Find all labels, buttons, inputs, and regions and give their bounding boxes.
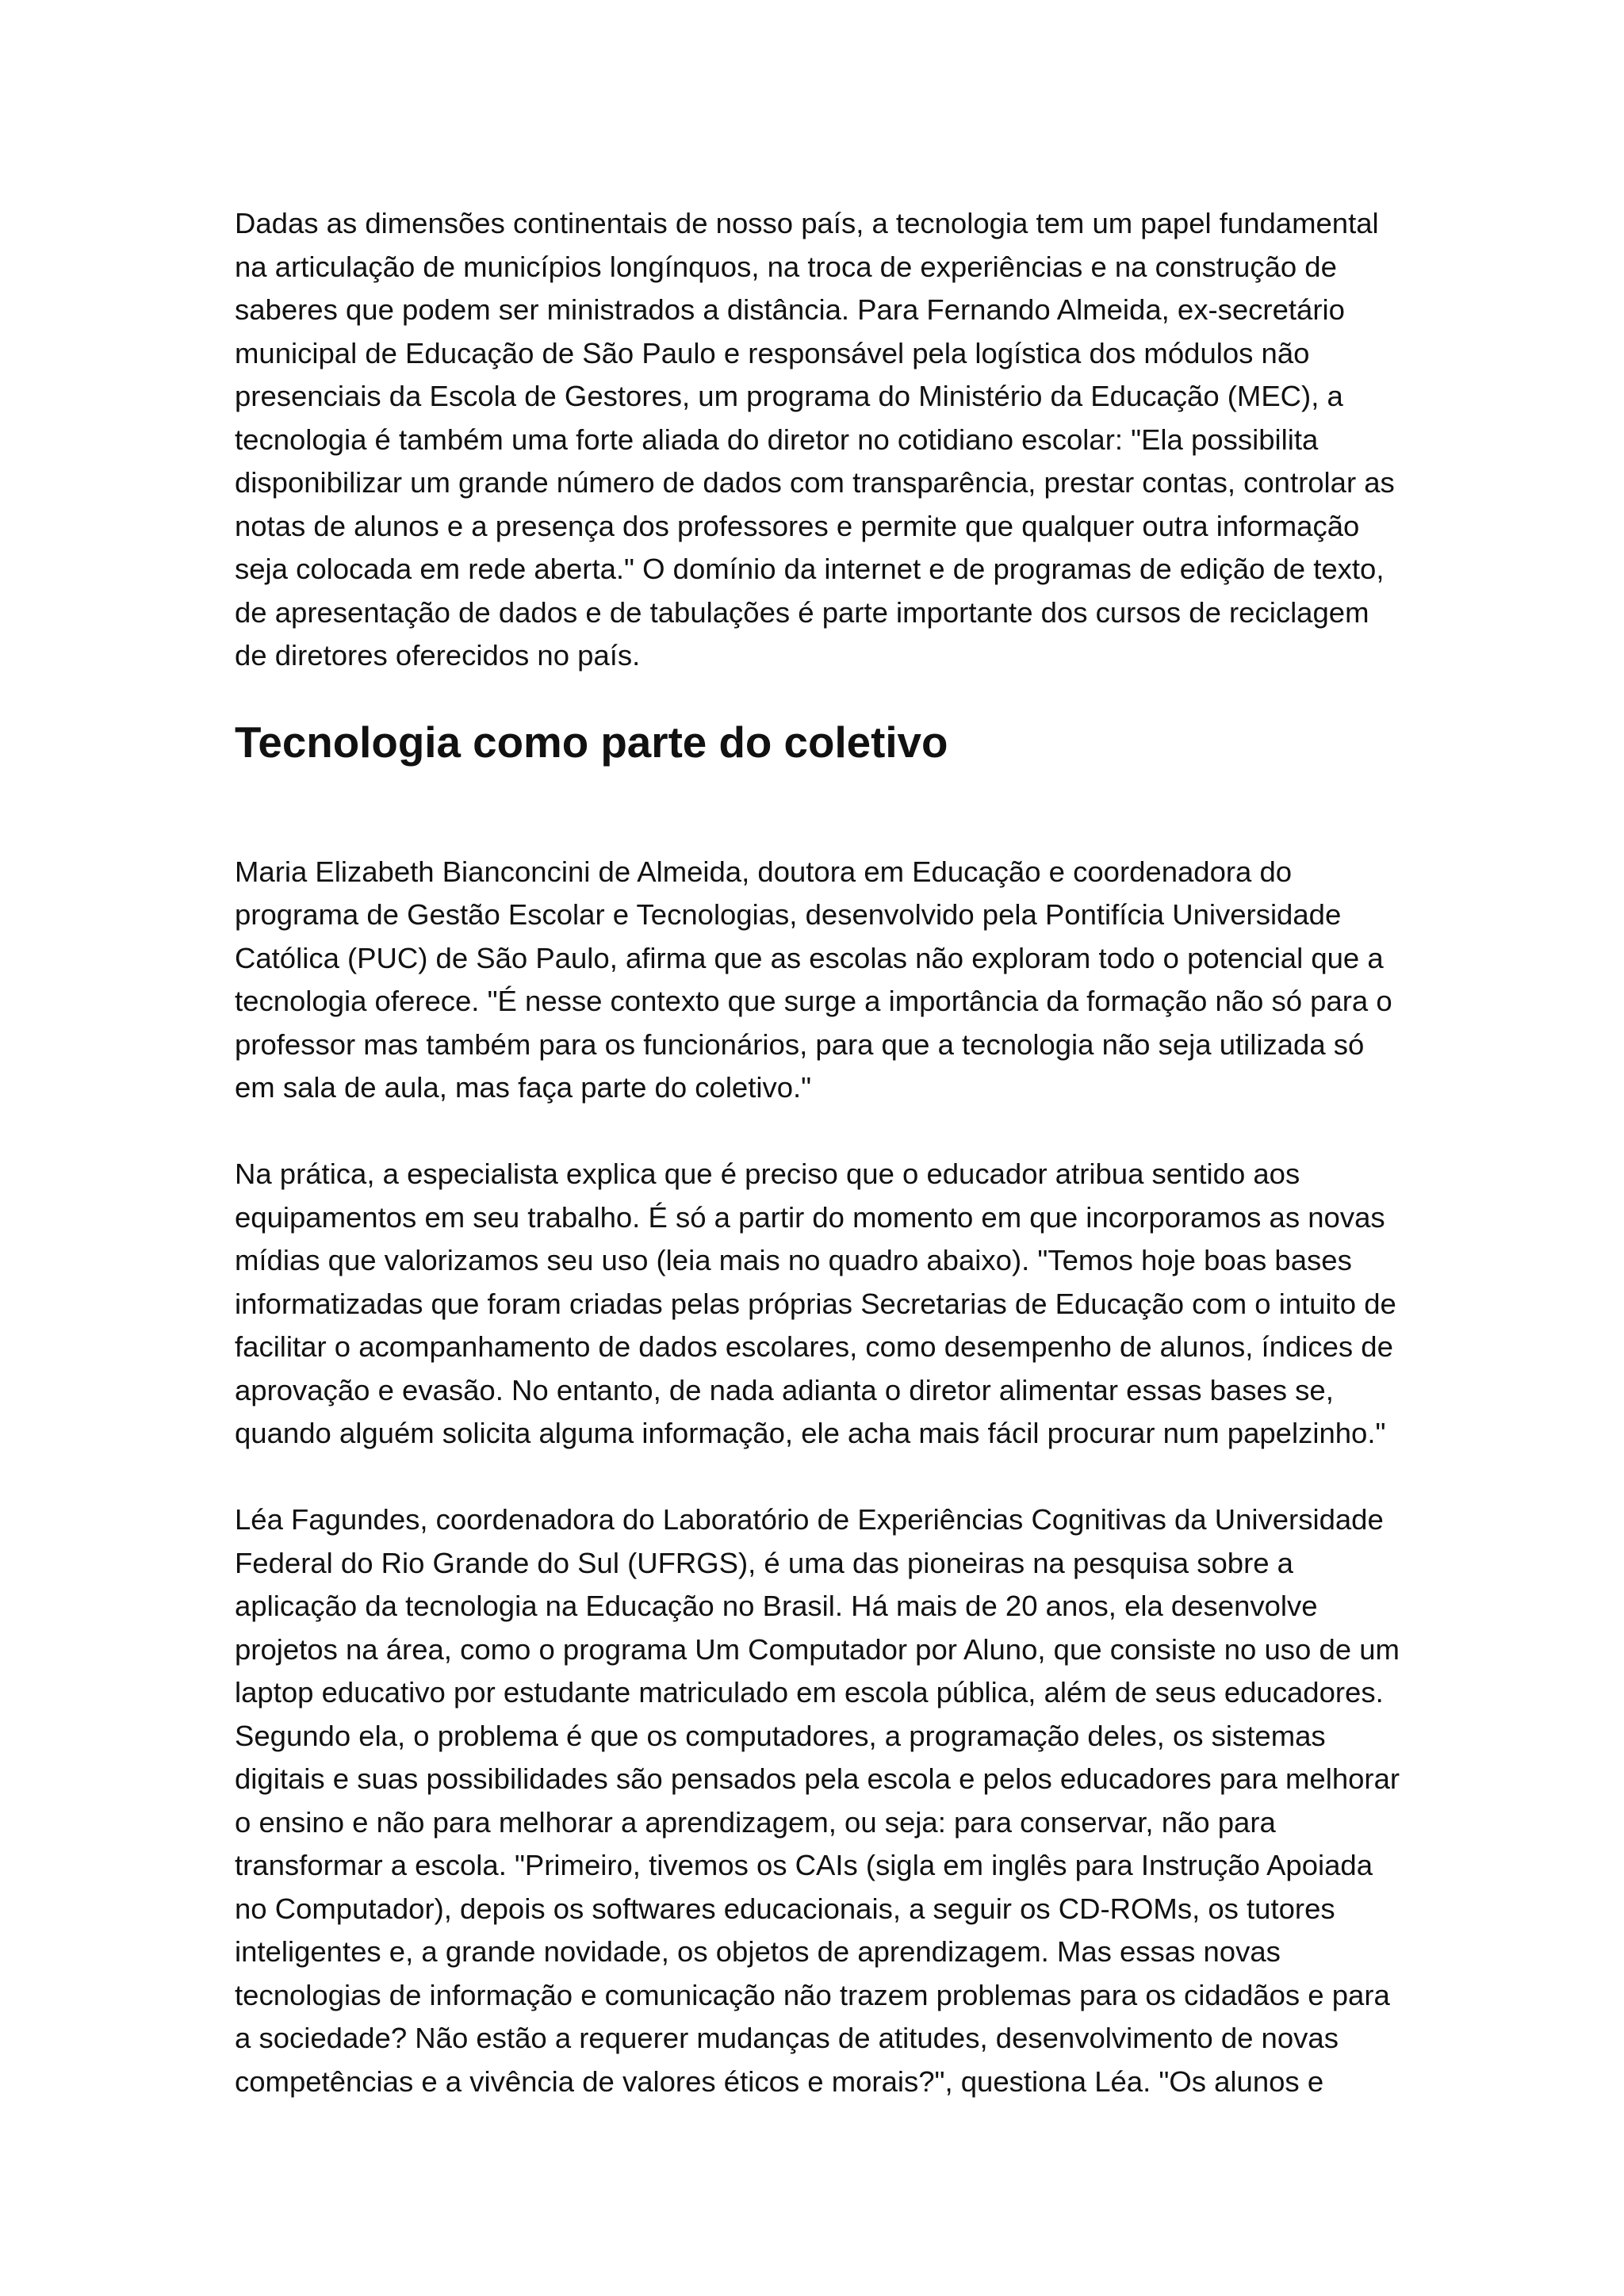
- text-line: projetos na área, como o programa Um Computador por Aluno, que consiste no uso de um: [235, 1632, 1400, 1666]
- text-line: aplicação da tecnologia na Educação no Brasil. Há mais de 20 anos, ela desenvolve: [235, 1590, 1318, 1622]
- text-line: tecnologia é também uma forte aliada do diretor no cotidiano escolar: "Ela possibilita: [235, 423, 1319, 456]
- text-line: a sociedade? Não estão a requerer mudanças de atitudes, desenvolvimento de novas: [235, 2022, 1339, 2054]
- paragraph-intro: [235, 202, 1408, 678]
- text-line: competências e a vivência de valores éticos e morais?", questiona Léa. "Os alunos e: [235, 2064, 1324, 2098]
- text-line: laptop educativo por estudante matriculado em escola pública, além de seus educadores.: [235, 1676, 1384, 1709]
- text-line: tecnologias de informação e comunicação não trazem problemas para os cidadãos e para: [235, 1978, 1390, 2011]
- text-line: equipamentos em seu trabalho. É só a partir do momento em que incorporamos as novas: [235, 1200, 1385, 1234]
- text-line: de diretores oferecidos no país.: [235, 639, 641, 672]
- text-line: seja colocada em rede aberta." O domínio da internet e de programas de edição de texto,: [235, 553, 1385, 585]
- text-line: programa de Gestão Escolar e Tecnologias, desenvolvido pela Pontifícia Universidade: [235, 898, 1342, 931]
- text-line: informatizadas que foram criadas pelas próprias Secretarias de Educação com o intuito de: [235, 1287, 1396, 1320]
- text-line: Federal do Rio Grande do Sul (UFRGS), é uma das pioneiras na pesquisa sobre a: [235, 1546, 1293, 1579]
- text-line: o ensino e não para melhorar a aprendizagem, ou seja: para conservar, não para: [235, 1805, 1276, 1839]
- text-line: professor mas também para os funcionários, para que a tecnologia não seja utilizada só: [235, 1027, 1365, 1061]
- text-line: Maria Elizabeth Bianconcini de Almeida, doutora em Educação e coordenadora do: [235, 855, 1293, 888]
- text-line: mídias que valorizamos seu uso (leia mais no quadro abaixo). "Temos hoje boas bases: [235, 1244, 1352, 1276]
- text-line: tecnologia oferece. "É nesse contexto que surge a importância da formação não só para o: [235, 985, 1392, 1017]
- text-line: presenciais da Escola de Gestores, um programa do Ministério da Educação (MEC), a: [235, 380, 1343, 412]
- text-line: em sala de aula, mas faça parte do coletivo.": [235, 1071, 812, 1104]
- text-line: saberes que podem ser ministrados a distância. Para Fernando Almeida, ex-secretário: [235, 293, 1345, 326]
- text-line: Na prática, a especialista explica que é preciso que o educador atribua sentido aos: [235, 1158, 1300, 1190]
- text-line: aprovação e evasão. No entanto, de nada adianta o diretor alimentar essas bases se,: [235, 1373, 1334, 1406]
- document-body: [235, 202, 1408, 2103]
- paragraph-maria-elizabeth: [235, 851, 1408, 1110]
- text-line: Católica (PUC) de São Paulo, afirma que as escolas não exploram todo o potencial que a: [235, 941, 1384, 974]
- text-line: Léa Fagundes, coordenadora do Laboratório de Experiências Cognitivas da Universidade: [235, 1503, 1384, 1536]
- text-line: inteligentes e, a grande novidade, os objetos de aprendizagem. Mas essas novas: [235, 1935, 1281, 1968]
- text-line: digitais e suas possibilidades são pensados pela escola e pelos educadores para melhorar: [235, 1762, 1400, 1795]
- text-line: municipal de Educação de São Paulo e responsável pela logística dos módulos não: [235, 336, 1310, 369]
- text-line: facilitar o acompanhamento de dados escolares, como desempenho de alunos, índices de: [235, 1330, 1393, 1363]
- text-line: Segundo ela, o problema é que os computadores, a programação deles, os sistemas: [235, 1719, 1326, 1752]
- paragraph-na-pratica: [235, 1153, 1408, 1456]
- text-line: transformar a escola. "Primeiro, tivemos os CAIs (sigla em inglês para Instrução Apoiada: [235, 1849, 1373, 1881]
- text-line: no Computador), depois os softwares educacionais, a seguir os CD-ROMs, os tutores: [235, 1892, 1335, 1925]
- text-line: Dadas as dimensões continentais de nosso país, a tecnologia tem um papel fundamental: [235, 207, 1379, 239]
- paragraph-lea-fagundes: [235, 1498, 1408, 2103]
- section-heading: Tecnologia como parte do coletivo: [235, 718, 948, 767]
- text-line: na articulação de municípios longínquos, na troca de experiências e na construção de: [235, 250, 1337, 283]
- text-line: quando alguém solicita alguma informação, ele acha mais fácil procurar num papelzinho.": [235, 1417, 1386, 1449]
- text-line: notas de alunos e a presença dos professores e permite que qualquer outra informação: [235, 509, 1360, 542]
- text-line: disponibilizar um grande número de dados com transparência, prestar contas, controlar as: [235, 466, 1395, 499]
- text-line: de apresentação de dados e de tabulações é parte importante dos cursos de reciclagem: [235, 595, 1369, 629]
